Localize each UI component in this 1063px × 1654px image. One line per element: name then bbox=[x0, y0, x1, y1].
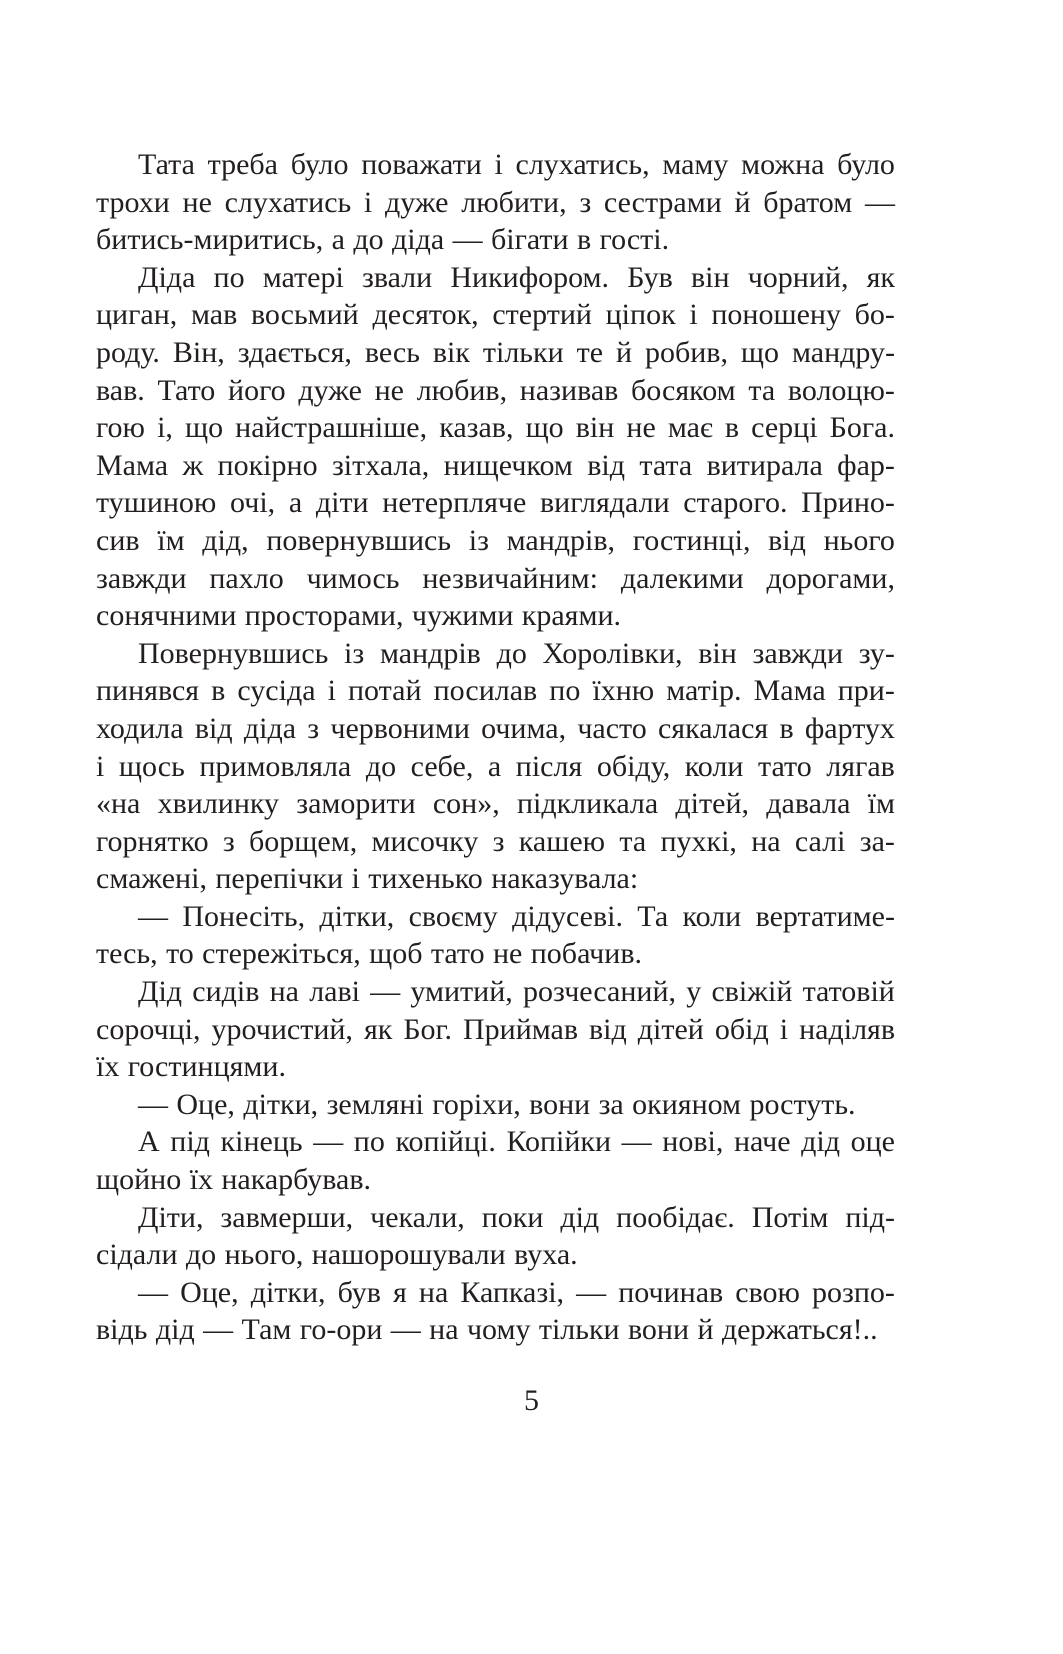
body-text bbox=[96, 146, 895, 1349]
text-line: ходила від діда з червоними очима, часто сякалася в фартух bbox=[96, 711, 895, 745]
text-line: Дід сидів на лаві — умитий, розчесаний, у свіжій татовій bbox=[138, 975, 895, 1009]
text-line: тушиною очі, а діти нетерпляче виглядали старого. Прино- bbox=[96, 486, 895, 520]
text-line: сідали до нього, нашорошували вуха. bbox=[96, 1238, 578, 1272]
paragraph bbox=[96, 1086, 895, 1124]
text-line: пинявся в сусіда і потай посилав по їхню матір. Мама при- bbox=[96, 674, 895, 708]
text-line: їх гостинцями. bbox=[96, 1050, 286, 1084]
text-line: битись-миритись, а до діда — бігати в гості. bbox=[96, 223, 670, 257]
text-line: горнятко з борщем, мисочку з кашею та пухкі, на салі за- bbox=[96, 824, 895, 858]
text-line: роду. Він, здається, весь вік тільки те й робив, що мандру- bbox=[96, 335, 895, 369]
paragraph bbox=[96, 973, 895, 1086]
page-number: 5 bbox=[524, 1384, 539, 1417]
text-line: завжди пахло чимось незвичайним: далекими дорогами, bbox=[96, 561, 895, 595]
text-line: А під кінець — по копійці. Копійки — нові, наче дід оце bbox=[138, 1125, 895, 1159]
text-line: сив їм дід, повернувшись із мандрів, гостинці, від нього bbox=[96, 523, 895, 557]
text-line: «на хвилинку заморити сон», підкликала дітей, давала їм bbox=[96, 787, 895, 821]
text-line: — Оце, дітки, земляні горіхи, вони за окияном ростуть. bbox=[138, 1087, 856, 1121]
text-line: щойно їх накарбував. bbox=[96, 1163, 372, 1197]
text-line: трохи не слухатись і дуже любити, з сестрами й братом — bbox=[96, 185, 895, 219]
text-line: Тата треба було поважати і слухатись, маму можна було bbox=[138, 148, 895, 181]
text-line: Мама ж покірно зітхала, нищечком від тата витирала фар- bbox=[96, 448, 895, 482]
text-line: і щось примовляла до себе, а після обіду, коли тато лягав bbox=[96, 749, 895, 783]
text-line: сорочці, урочистий, як Бог. Приймав від дітей обід і наділяв bbox=[96, 1012, 895, 1046]
text-line: відь дід — Там го-ори — на чому тільки вони й держаться!.. bbox=[96, 1313, 878, 1347]
text-line: циган, мав восьмий десяток, стертий ціпок і поношену бо- bbox=[96, 298, 895, 332]
paragraph bbox=[96, 1123, 895, 1198]
text-line: вав. Тато його дуже не любив, називав босяком та волоцю- bbox=[96, 373, 895, 407]
text-line: смажені, перепічки і тихенько наказувала: bbox=[96, 862, 639, 896]
text-line: Повернувшись із мандрів до Хоролівки, він завжди зу- bbox=[138, 636, 895, 670]
text-line: Діти, завмерши, чекали, поки дід пообідає. Потім під- bbox=[138, 1200, 895, 1234]
text-line: гою і, що найстрашніше, казав, що він не має в серці Бога. bbox=[96, 411, 895, 445]
paragraph bbox=[96, 146, 895, 259]
paragraph bbox=[96, 635, 895, 898]
text-line: сонячними просторами, чужими краями. bbox=[96, 599, 622, 633]
text-line: Діда по матері звали Никифором. Був він чорний, як bbox=[138, 260, 895, 294]
paragraph bbox=[96, 898, 895, 973]
paragraph bbox=[96, 1274, 895, 1349]
paragraph bbox=[96, 1199, 895, 1274]
text-line: тесь, то стережіться, щоб тато не побачив. bbox=[96, 937, 642, 971]
text-line: — Понесіть, дітки, своєму дідусеві. Та коли вертатиме- bbox=[138, 899, 895, 933]
paragraph bbox=[96, 259, 895, 635]
text-line: — Оце, дітки, був я на Капказі, — починав свою розпо- bbox=[138, 1275, 895, 1309]
